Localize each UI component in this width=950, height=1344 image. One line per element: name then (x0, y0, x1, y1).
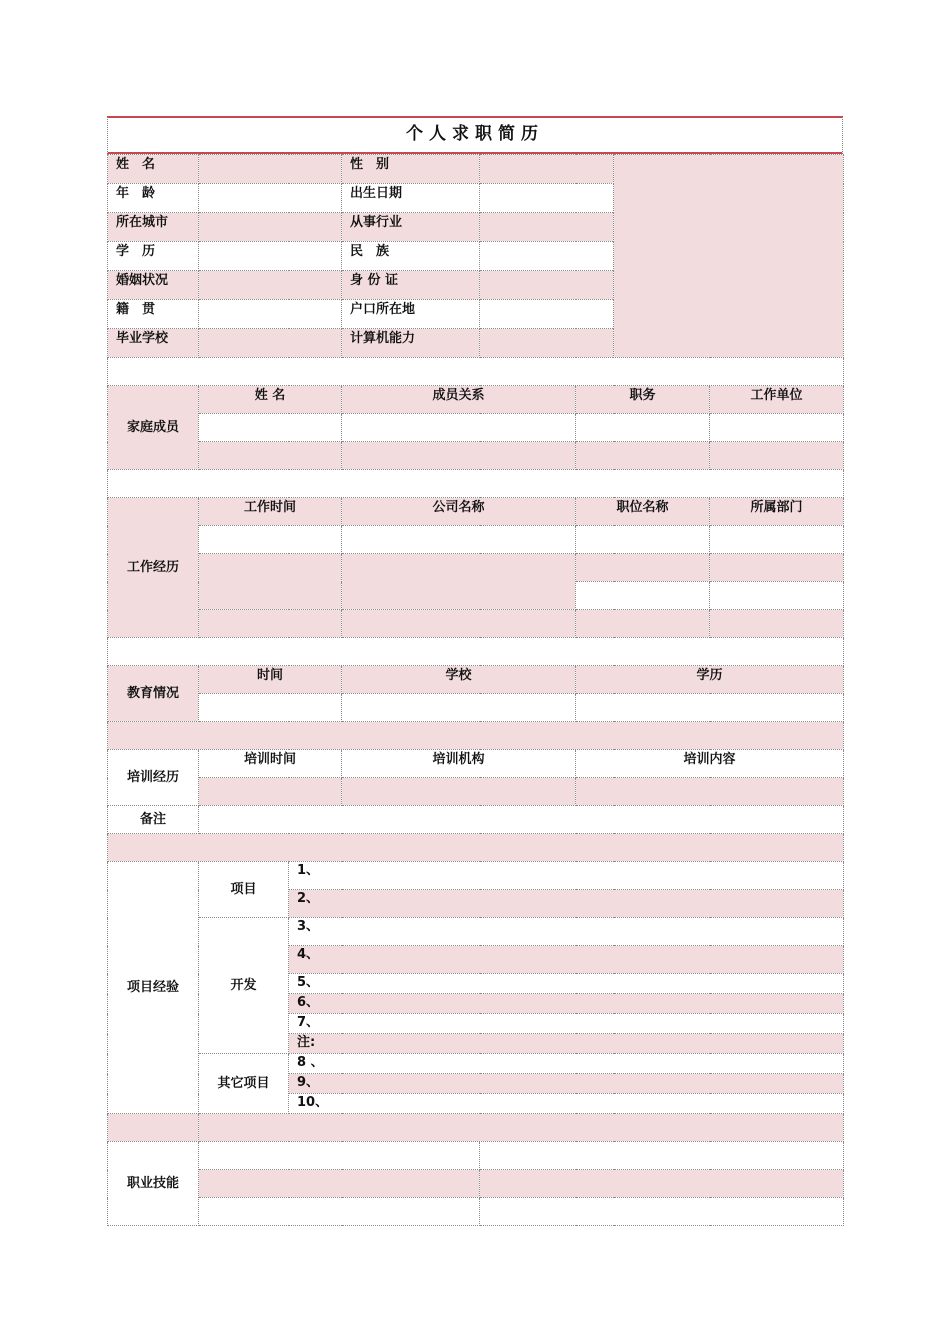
family-cell[interactable] (342, 442, 576, 470)
work-header-company: 公司名称 (342, 498, 576, 526)
work-cell[interactable] (342, 610, 576, 638)
skill-cell[interactable] (480, 1198, 844, 1226)
edu-header-school: 学校 (342, 666, 576, 694)
edu-header-time: 时间 (199, 666, 342, 694)
project-item[interactable]: 4、 (289, 946, 844, 974)
work-header-time: 工作时间 (199, 498, 342, 526)
project-item[interactable]: 8 、 (289, 1054, 844, 1074)
work-cell[interactable] (576, 582, 710, 610)
value-marital[interactable] (199, 271, 342, 300)
label-ethnicity: 民 族 (342, 242, 480, 271)
family-cell[interactable] (342, 414, 576, 442)
edu-cell[interactable] (342, 694, 576, 722)
value-computer[interactable] (480, 329, 614, 358)
value-ethnicity[interactable] (480, 242, 614, 271)
work-cell[interactable] (710, 554, 844, 582)
family-cell[interactable] (199, 442, 342, 470)
spacer-row (108, 638, 844, 666)
project-item[interactable]: 2、 (289, 890, 844, 918)
label-education: 学 历 (108, 242, 199, 271)
value-hukou[interactable] (480, 300, 614, 329)
value-education[interactable] (199, 242, 342, 271)
label-name: 姓 名 (108, 155, 199, 184)
label-industry: 从事行业 (342, 213, 480, 242)
work-cell[interactable] (576, 526, 710, 554)
work-cell[interactable] (710, 610, 844, 638)
value-city[interactable] (199, 213, 342, 242)
project-item[interactable]: 3、 (289, 918, 844, 946)
work-cell[interactable] (576, 554, 710, 582)
skills-label: 职业技能 (108, 1142, 199, 1226)
project-item[interactable]: 1、 (289, 862, 844, 890)
spacer-row (108, 358, 844, 386)
resume-sheet (107, 116, 843, 1226)
value-gender[interactable] (480, 155, 614, 184)
work-cell[interactable] (342, 526, 576, 554)
edu-cell[interactable] (199, 694, 342, 722)
project-item[interactable]: 9、 (289, 1074, 844, 1094)
training-cell[interactable] (199, 778, 342, 806)
label-city: 所在城市 (108, 213, 199, 242)
training-header-time: 培训时间 (199, 750, 342, 778)
family-header-employer: 工作单位 (710, 386, 844, 414)
label-id-card: 身 份 证 (342, 271, 480, 300)
label-age: 年 龄 (108, 184, 199, 213)
value-age[interactable] (199, 184, 342, 213)
edu-label: 教育情况 (108, 666, 199, 722)
project-item[interactable]: 7、 (289, 1014, 844, 1034)
edu-header-degree: 学历 (576, 666, 844, 694)
training-cell[interactable] (342, 778, 576, 806)
work-header-department: 所属部门 (710, 498, 844, 526)
projects-group-project: 项目 (199, 862, 289, 918)
work-cell[interactable] (199, 610, 342, 638)
family-cell[interactable] (710, 442, 844, 470)
work-header-title: 职位名称 (576, 498, 710, 526)
work-label: 工作经历 (108, 498, 199, 638)
work-cell[interactable] (576, 610, 710, 638)
skill-cell[interactable] (480, 1170, 844, 1198)
label-hukou: 户口所在地 (342, 300, 480, 329)
value-id-card[interactable] (480, 271, 614, 300)
family-cell[interactable] (710, 414, 844, 442)
work-cell[interactable] (710, 526, 844, 554)
value-birth-date[interactable] (480, 184, 614, 213)
label-gender: 性 别 (342, 155, 480, 184)
label-computer: 计算机能力 (342, 329, 480, 358)
label-native-place: 籍 贯 (108, 300, 199, 329)
value-name[interactable] (199, 155, 342, 184)
family-cell[interactable] (199, 414, 342, 442)
training-header-content: 培训内容 (576, 750, 844, 778)
spacer-row (108, 722, 844, 750)
skill-cell[interactable] (199, 1142, 480, 1170)
remarks-cell[interactable] (199, 806, 844, 834)
training-header-institution: 培训机构 (342, 750, 576, 778)
family-header-relation: 成员关系 (342, 386, 576, 414)
family-header-position: 职务 (576, 386, 710, 414)
projects-group-dev: 开发 (199, 918, 289, 1054)
value-industry[interactable] (480, 213, 614, 242)
projects-group-other: 其它项目 (199, 1054, 289, 1114)
projects-label: 项目经验 (108, 862, 199, 1114)
spacer-row (108, 834, 844, 862)
work-cell[interactable] (710, 582, 844, 610)
work-cell[interactable] (342, 554, 576, 610)
family-cell[interactable] (576, 414, 710, 442)
spacer-cell (108, 1114, 199, 1142)
training-label: 培训经历 (108, 750, 199, 806)
edu-cell[interactable] (576, 694, 844, 722)
value-native-place[interactable] (199, 300, 342, 329)
label-birth-date: 出生日期 (342, 184, 480, 213)
resume-table (107, 154, 844, 1226)
work-cell[interactable] (199, 554, 342, 610)
work-cell[interactable] (199, 526, 342, 554)
page-title: 个人求职简历 (107, 116, 843, 154)
spacer-cell (199, 1114, 844, 1142)
label-school: 毕业学校 (108, 329, 199, 358)
project-note[interactable]: 注: (289, 1034, 844, 1054)
project-item[interactable]: 5、 (289, 974, 844, 994)
skill-cell[interactable] (199, 1170, 480, 1198)
skill-cell[interactable] (199, 1198, 480, 1226)
remarks-label: 备注 (108, 806, 199, 834)
training-cell[interactable] (576, 778, 844, 806)
family-header-name: 姓 名 (199, 386, 342, 414)
family-label: 家庭成员 (108, 386, 199, 470)
skill-cell[interactable] (480, 1142, 844, 1170)
family-cell[interactable] (576, 442, 710, 470)
photo-cell[interactable] (614, 155, 844, 358)
label-marital: 婚姻状况 (108, 271, 199, 300)
project-item[interactable]: 6、 (289, 994, 844, 1014)
project-item[interactable]: 10、 (289, 1094, 844, 1114)
value-school[interactable] (199, 329, 342, 358)
spacer-row (108, 470, 844, 498)
